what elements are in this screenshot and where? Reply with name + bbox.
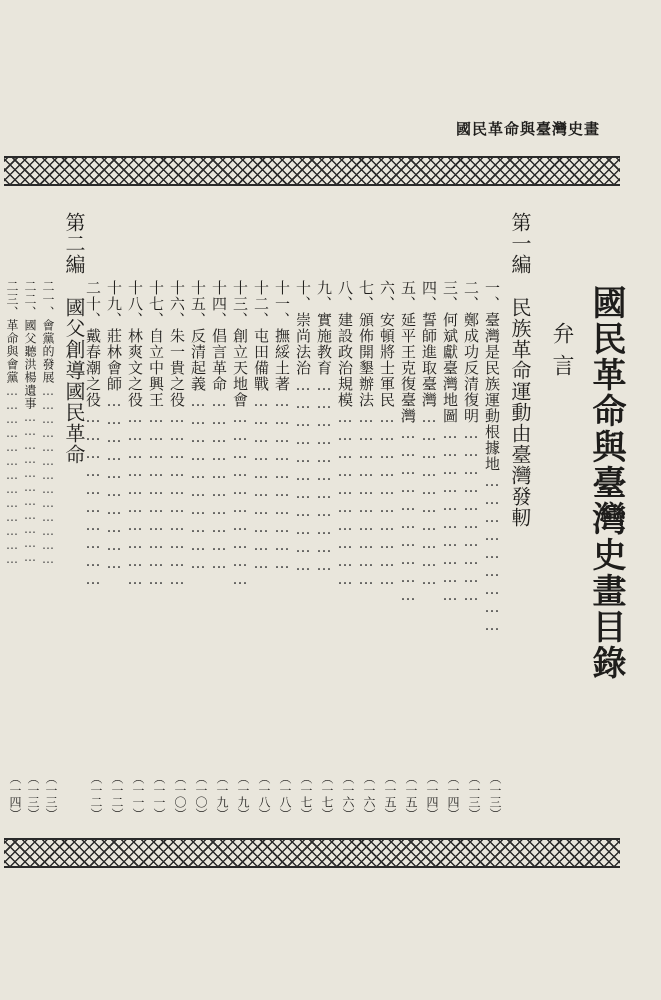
toc-page-number: （一九） [215,772,229,820]
running-head: 國民革命與臺灣史畫 [455,120,600,138]
toc-entry: 五、延平王克復臺灣………………………… [399,280,417,604]
toc-entry: 二三、革命與會黨………………………………… [5,280,19,566]
toc-entry: 十三、創立天地會………………………… [231,280,249,588]
toc-entry: 十六、朱一貴之役………………………… [168,280,186,588]
toc-page-number: （一〇） [173,772,187,820]
toc-entry: 四、誓師進取臺灣………………………… [420,280,438,588]
toc-page-number: （一二） [89,772,103,820]
part-1-title: 民族革命運動由臺灣發軔 [508,297,532,528]
toc-page-number: （一二） [110,772,124,820]
part-2-title: 國父創導國民革命 [62,297,86,465]
toc-entry: 十二、屯田備戰………………………… [252,280,270,572]
toc-page-number: （一三） [488,772,502,820]
toc-entry: 八、建設政治規模………………………… [336,280,354,588]
toc-entry: 十、崇尚法治…………………………… [294,280,312,574]
toc-entry: 二十、戴春潮之役………………………… [84,280,102,588]
toc-entry: 二二、國父聽洪楊遺事…………………………… [23,280,37,564]
toc-entry: 十一、撫綏土著………………………… [273,280,291,572]
toc-entry: 十五、反清起義………………………… [189,280,207,572]
toc-page-number: （一五） [404,772,418,820]
toc-page-number: （一四） [8,772,22,820]
toc-page-number: （一三） [26,772,40,820]
toc-entry: 二一、會黨的發展………………………………… [41,280,55,566]
toc-page-number: （一一） [152,772,166,820]
toc-page-number: （一六） [362,772,376,820]
toc-page-number: （一七） [299,772,313,820]
part-1-number: 第一編 [508,212,532,275]
toc-page-number: （一八） [257,772,271,820]
toc-page-number: （一五） [383,772,397,820]
part-1-heading [506,212,535,528]
toc-entry: 九、實施教育…………………………… [315,280,333,574]
toc-page-number: （一六） [341,772,355,820]
main-title: 國民革命與臺灣史畫目錄 [586,285,626,681]
toc-entry: 三、何斌獻臺灣地圖………………………… [441,280,459,604]
bottom-ornamental-border [4,838,620,868]
top-ornamental-border [4,156,620,186]
toc-page-number: （一四） [425,772,439,820]
preface-heading: 弁言 [549,322,574,386]
toc-entry: 十八、林爽文之役………………………… [126,280,144,588]
toc-page-number: （一三） [467,772,481,820]
toc-entry: 七、頒佈開墾辦法………………………… [357,280,375,588]
toc-page-number: （一〇） [194,772,208,820]
toc-page-number: （一九） [236,772,250,820]
part-2-number: 第二編 [62,212,86,275]
toc-page-number: （一一） [131,772,145,820]
toc-entry: 六、安頓將士軍民………………………… [378,280,396,588]
toc-entry: 十九、莊林會師………………………… [105,280,123,572]
toc-entry: 十七、自立中興王………………………… [147,280,165,588]
toc-entry: 二、鄭成功反清復明………………………… [462,280,480,604]
toc-page-number: （一三） [44,772,58,820]
toc-page-number: （一四） [446,772,460,820]
toc-page-number: （一八） [278,772,292,820]
toc-entry: 十四、倡言革命………………………… [210,280,228,572]
toc-entry: 一、臺灣是民族運動根據地……………………… [483,280,501,634]
toc-page-number: （一七） [320,772,334,820]
